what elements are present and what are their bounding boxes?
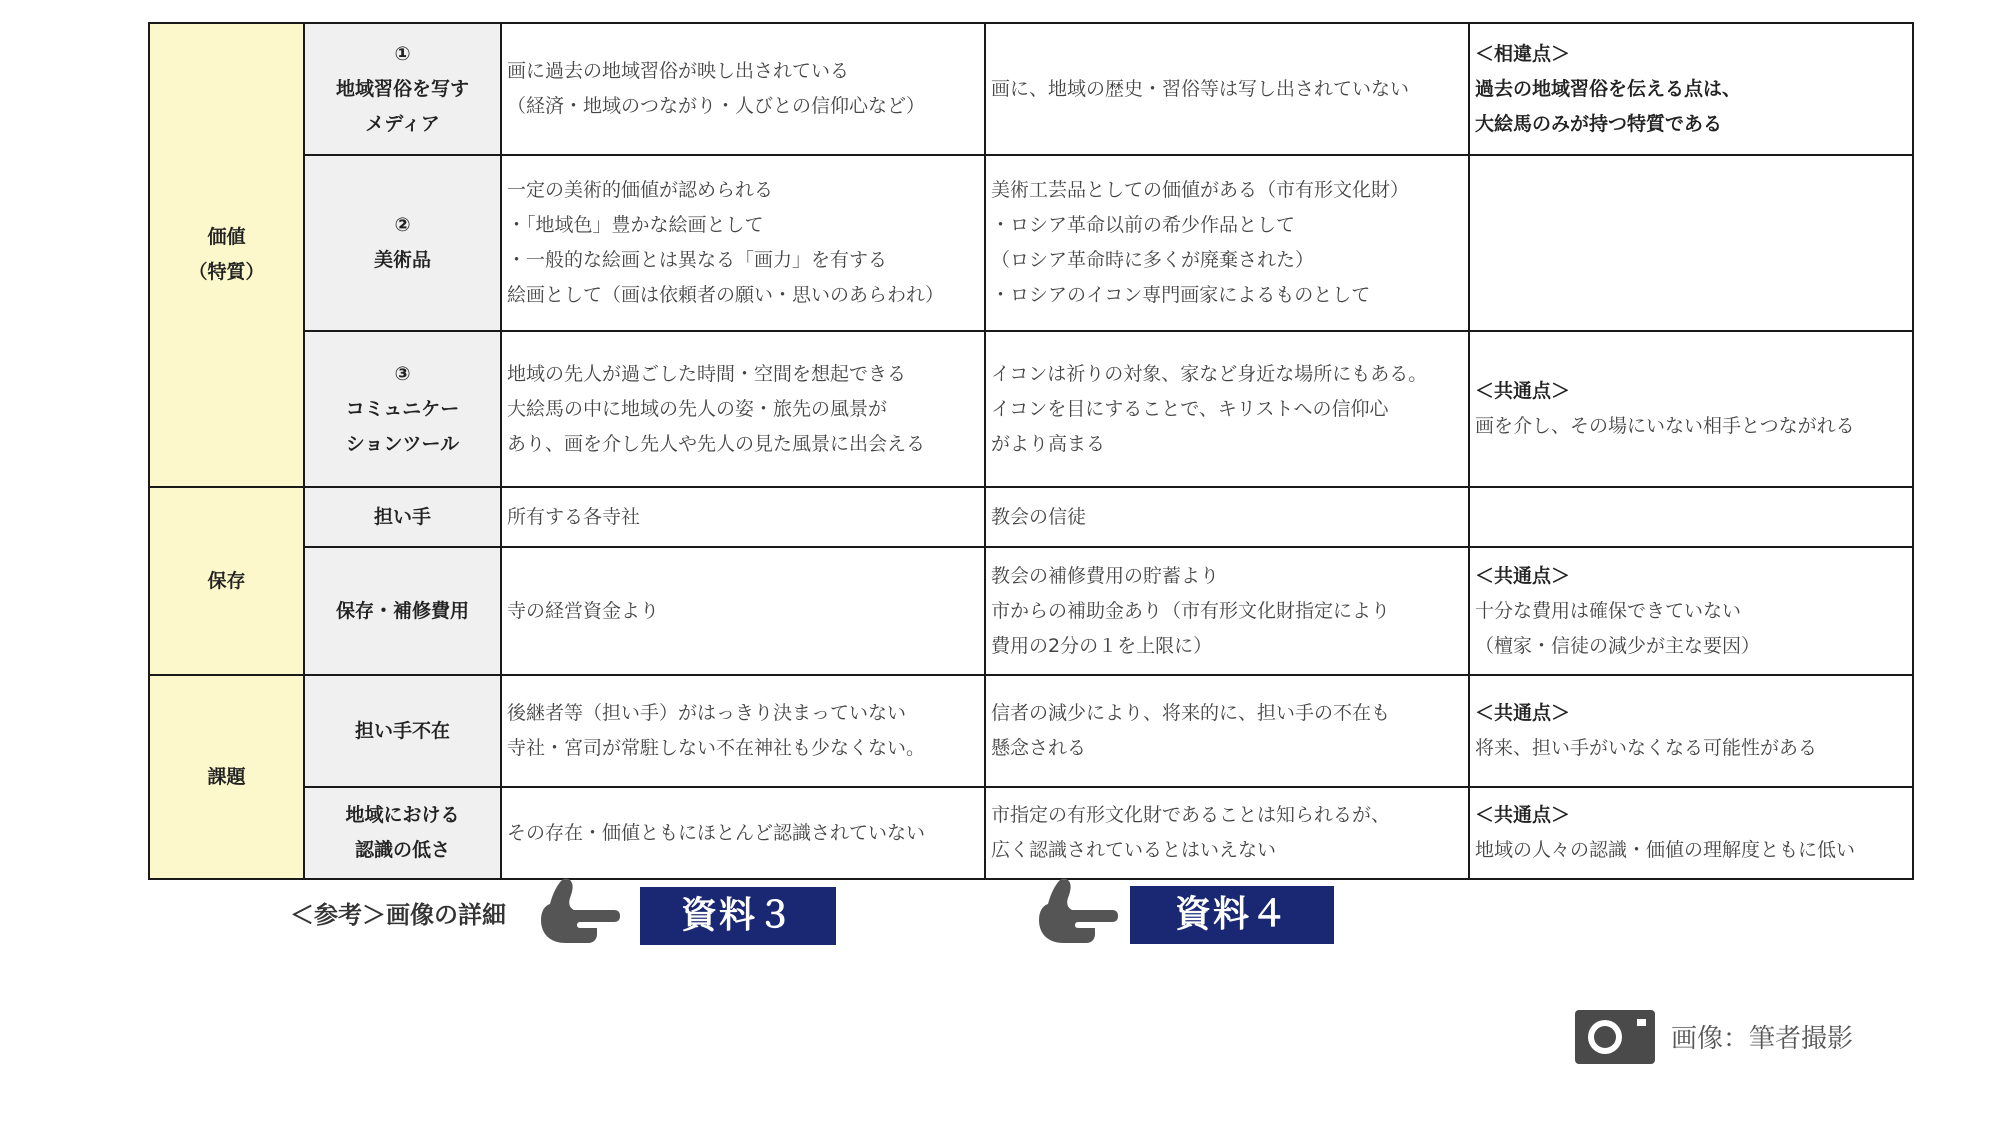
doc4-cell: 教会の補修費用の貯蓄より 市からの補助金あり（市有形文化財指定により 費用の2分の１を上限に） <box>985 547 1469 675</box>
row-label: ③ コミュニケー ションツール <box>304 331 501 487</box>
row-label: ① 地域習俗を写す メディア <box>304 23 501 155</box>
category-preservation: 保存 <box>149 487 304 675</box>
category-value-label: 価値 （特質） <box>188 226 265 283</box>
table-row <box>149 487 1913 547</box>
note-cell <box>1469 23 1913 155</box>
table-row <box>149 155 1913 331</box>
doc3-cell: 後継者等（担い手）がはっきり決まっていない 寺社・宮司が常駐しない不在神社も少なくない。 <box>501 675 985 787</box>
note-text: 十分な費用は確保できていない （檀家・信徒の減少が主な要因） <box>1475 599 1761 657</box>
table-row <box>149 675 1913 787</box>
doc3-cell: 一定の美術的価値が認められる ・「地域色」豊かな絵画として ・一般的な絵画とは異なる「画力」を有する 絵画として（画は依頼者の願い・思いのあらわれ） <box>501 155 985 331</box>
doc4-cell: 画に、地域の歴史・習俗等は写し出されていない <box>985 23 1469 155</box>
note-heading: ＜共通点＞ <box>1475 380 1571 402</box>
pointing-hand-icon <box>1038 876 1118 946</box>
credit-text: 画像：筆者撮影 <box>1671 1023 1854 1054</box>
doc3-cell: 画に過去の地域習俗が映し出されている （経済・地域のつながり・人びとの信仰心など） <box>501 23 985 155</box>
row-label: 担い手 <box>304 487 501 547</box>
table-row <box>149 787 1913 879</box>
note-heading: ＜相違点＞ <box>1475 42 1571 65</box>
reference-label: ＜参考＞画像の詳細 <box>290 901 506 929</box>
doc3-cell: 所有する各寺社 <box>501 487 985 547</box>
doc4-cell: 市指定の有形文化財であることは知られるが、 広く認識されているとはいえない <box>985 787 1469 879</box>
note-heading: ＜共通点＞ <box>1475 804 1571 826</box>
note-cell <box>1469 547 1913 675</box>
doc3-cell: その存在・価値ともにほとんど認識されていない <box>501 787 985 879</box>
pointing-hand-icon <box>540 876 620 946</box>
note-cell <box>1469 155 1913 331</box>
note-text: 画を介し、その場にいない相手とつながれる <box>1475 415 1855 437</box>
note-text: 過去の地域習俗を伝える点は、 大絵馬のみが持つ特質である <box>1475 77 1742 135</box>
doc4-button[interactable]: 資料４ <box>1130 886 1334 944</box>
doc3-cell: 寺の経営資金より <box>501 547 985 675</box>
row-label: 担い手不在 <box>304 675 501 787</box>
photo-credit <box>1575 1008 1853 1064</box>
doc4-cell: 美術工芸品としての価値がある（市有形文化財） ・ロシア革命以前の希少作品として （ロシア革命時に多くが廃棄された） ・ロシアのイコン専門画家によるものとして <box>985 155 1469 331</box>
table-row <box>149 23 1913 155</box>
category-issues: 課題 <box>149 675 304 879</box>
table-row <box>149 331 1913 487</box>
note-cell <box>1469 787 1913 879</box>
doc4-cell: イコンは祈りの対象、家など身近な場所にもある。 イコンを目にすることで、キリストへの信仰心 がより高まる <box>985 331 1469 487</box>
row-label: ② 美術品 <box>304 155 501 331</box>
camera-icon <box>1575 1008 1655 1064</box>
row-label: 地域における 認識の低さ <box>304 787 501 879</box>
note-cell <box>1469 331 1913 487</box>
doc4-cell: 信者の減少により、将来的に、担い手の不在も 懸念される <box>985 675 1469 787</box>
category-value <box>149 23 304 487</box>
note-text: 地域の人々の認識・価値の理解度ともに低い <box>1475 839 1856 861</box>
table-row <box>149 547 1913 675</box>
comparison-table <box>148 22 1914 880</box>
doc4-cell: 教会の信徒 <box>985 487 1469 547</box>
note-cell <box>1469 487 1913 547</box>
note-heading: ＜共通点＞ <box>1475 564 1571 587</box>
note-text: 将来、担い手がいなくなる可能性がある <box>1475 737 1818 759</box>
note-cell <box>1469 675 1913 787</box>
doc3-button[interactable]: 資料３ <box>640 887 836 945</box>
row-label: 保存・補修費用 <box>304 547 501 675</box>
doc3-cell: 地域の先人が過ごした時間・空間を想起できる 大絵馬の中に地域の先人の姿・旅先の風景が あり、画を介し先人や先人の見た風景に出会える <box>501 331 985 487</box>
note-heading: ＜共通点＞ <box>1475 702 1571 724</box>
